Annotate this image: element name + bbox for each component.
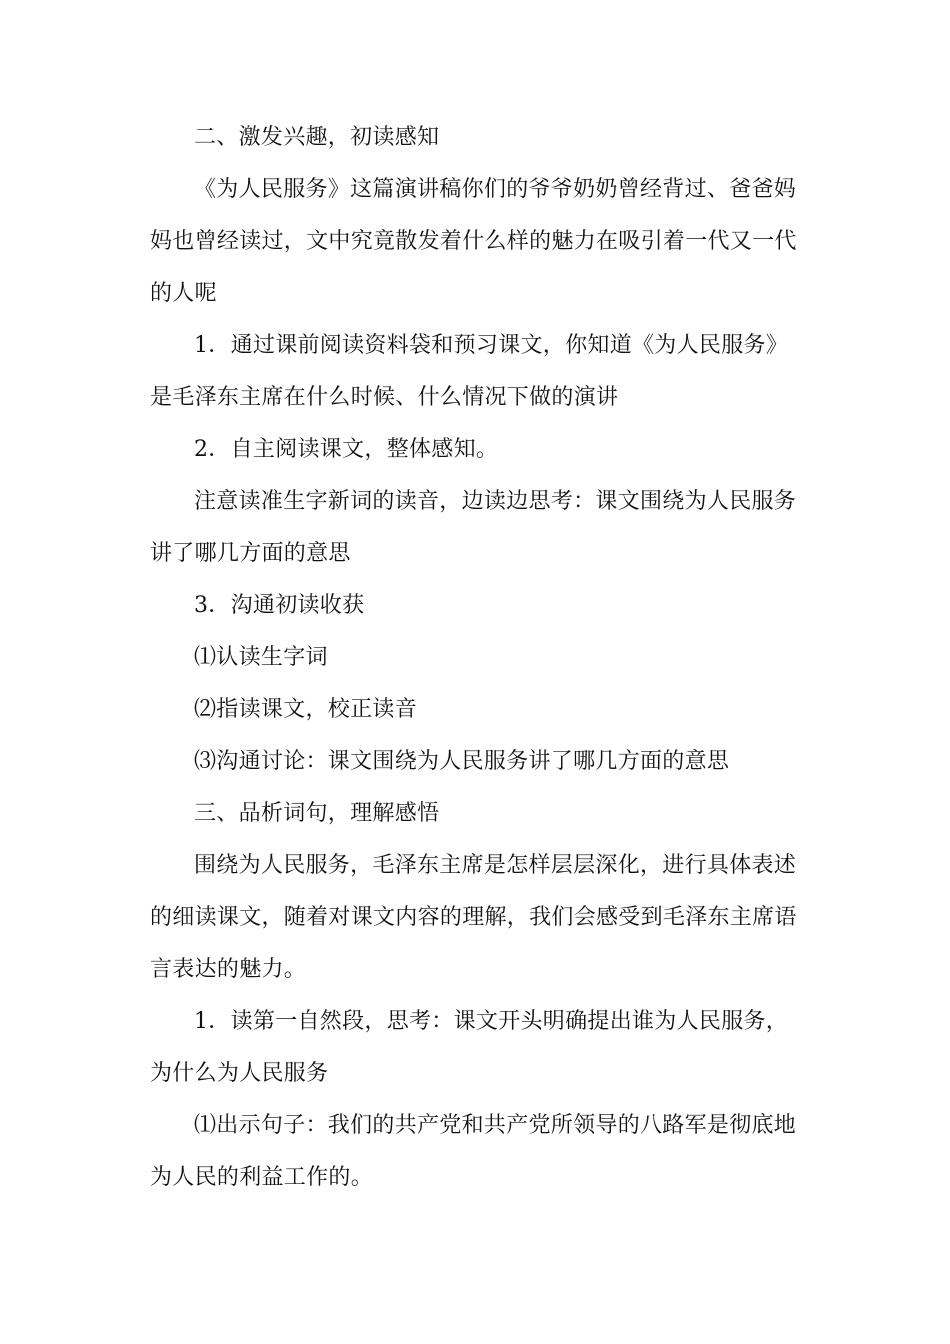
analysis-paragraph: 围绕为人民服务，毛泽东主席是怎样层层深化，进行具体表述的细读课文，随着对课文内容的理解，我们会感受到毛泽东主席语言表达的魅力。 xyxy=(150,853,797,982)
sub-item-3: ⑶沟通讨论：课文围绕为人民服务讲了哪几方面的意思 xyxy=(194,749,730,774)
section-heading-3: 三、品析词句，理解感悟 xyxy=(194,801,440,826)
sub-item-1: ⑴认读生字词 xyxy=(194,645,328,670)
reading-note-paragraph: 注意读准生字新词的读音，边读边思考：课文围绕为人民服务讲了哪几方面的意思 xyxy=(150,489,797,566)
step-3-paragraph: 3．沟通初读收获 xyxy=(194,593,365,618)
intro-paragraph: 《为人民服务》这篇演讲稿你们的爷爷奶奶曾经背过、爸爸妈妈也曾经读过，文中究竟散发着什么样的魅力在吸引着一代又一代的人呢 xyxy=(150,177,797,306)
analysis-step-1-paragraph: 1．读第一自然段，思考：课文开头明确提出谁为人民服务，为什么为人民服务 xyxy=(150,1009,789,1086)
section-heading-2: 二、激发兴趣，初读感知 xyxy=(194,125,440,150)
step-2-paragraph: 2．自主阅读课文，整体感知。 xyxy=(194,437,499,462)
document-page xyxy=(150,112,802,1204)
sub-item-2: ⑵指读课文，校正读音 xyxy=(194,697,418,722)
quote-sentence-paragraph: ⑴出示句子：我们的共产党和共产党所领导的八路军是彻底地为人民的利益工作的。 xyxy=(150,1113,797,1190)
step-1-paragraph: 1．通过课前阅读资料袋和预习课文，你知道《为人民服务》是毛泽东主席在什么时候、什么情况下做的演讲 xyxy=(150,333,789,410)
